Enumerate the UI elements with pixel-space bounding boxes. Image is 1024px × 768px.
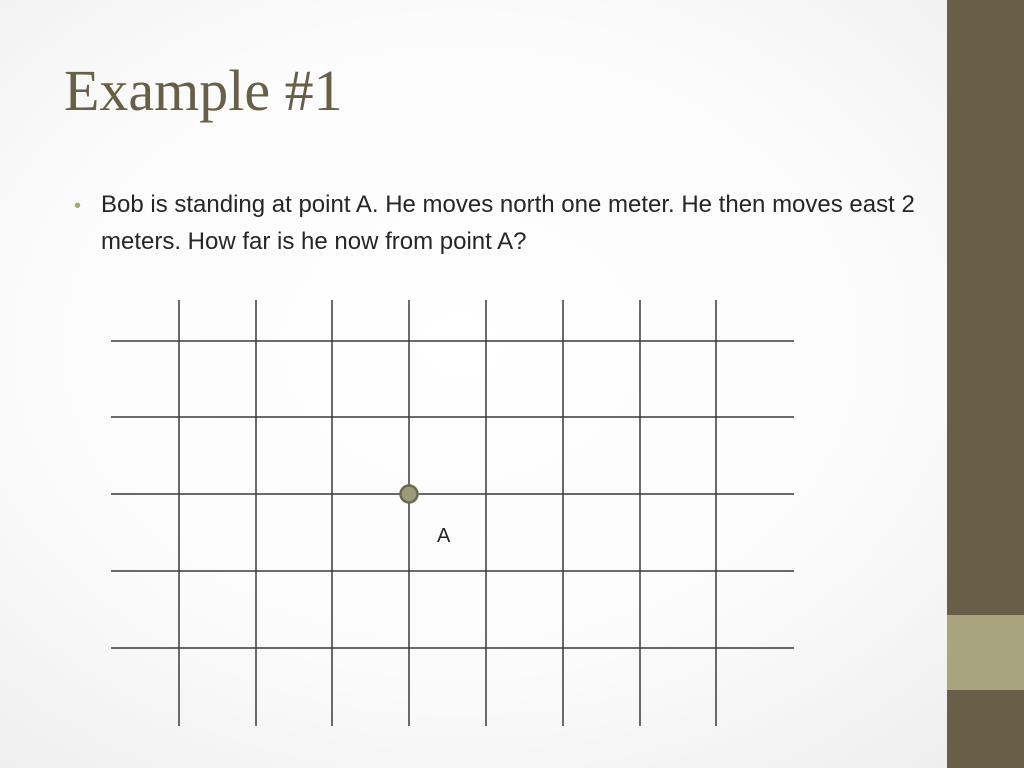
sidebar-accent-block <box>947 615 1024 690</box>
bullet-dot-icon: • <box>74 195 82 217</box>
grid-lines <box>111 300 794 726</box>
point-a-label: A <box>437 525 451 547</box>
point-a-marker <box>401 486 418 503</box>
slide-title: Example #1 <box>64 58 343 123</box>
bullet-text: Bob is standing at point A. He moves north one meter. He then moves east 2 meters. How far is he now from point A? <box>101 191 915 255</box>
